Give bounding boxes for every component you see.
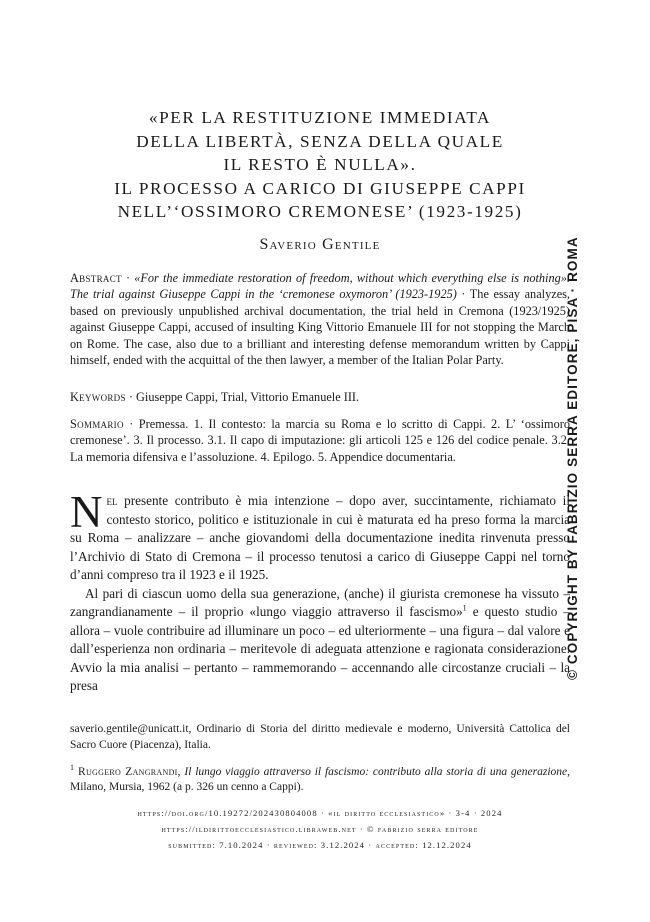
- copyright-notice: [565, 236, 585, 690]
- author-name: Saverio Gentile: [259, 236, 381, 253]
- summary-label: Sommario: [70, 417, 124, 431]
- keywords-label: Keywords: [70, 390, 126, 404]
- article-body: [70, 487, 571, 696]
- footnote-text: , Milano, Mursia, 1962 (a p. 326 un cenno a Cappi).: [70, 765, 570, 794]
- footnote-title: Il lungo viaggio attraverso il fascismo: contributo alla storia di una generazione: [184, 765, 568, 778]
- title-line: NELL’‘OSSIMORO CREMONESE’ (1923-1925): [117, 202, 523, 221]
- summary-text: · Premessa. 1. Il contesto: la marcia su Roma e lo scritto di Cappi. 2. L’ ‘ossimoro cremonese’. 3. Il processo. 3.1. Il capo di imputazione: gli articoli 125 e 126 del codice penale. 3.2. La memoria difensiva e l’assoluzione. 4. Epilogo. 5. Appendice documentaria.: [70, 417, 570, 464]
- title-line: DELLA LIBERTÀ, SENZA DELLA QUALE: [136, 131, 504, 151]
- footnote-separator: ,: [177, 765, 185, 778]
- keywords-text: · Giuseppe Cappi, Trial, Vittorio Emanuele III.: [125, 390, 360, 404]
- paragraph-text: presente contributo è mia intenzione – dopo aver, succintamente, richiamato il contesto storico, politico e istituzionale in cui è maturata ed ha preso forma la marcia su Roma – analizzare – anche giovandomi della documentazione inedita rinvenuta presso l’Archivio di Stato di Cremona – il processo tenutosi a carico di Giuseppe Cappi nel torno d’anni compreso tra il 1923 e il 1925.: [70, 493, 570, 582]
- abstract-separator: ·: [121, 271, 135, 285]
- abstract-text: · The essay analyzes, based on previously unpublished archival documentation, the trial held in Cremona (1923/1925) against Giuseppe Cappi, accused of insulting King Vittorio Emanuele III for not stopping the March on Rome. The case, also due to a brilliant and interesting defense memorandum written by Cappi himself, ended with the acquittal of the then lawyer, a member of the Italian Polar Party.: [70, 287, 571, 368]
- abstract: [70, 270, 570, 368]
- dates-line: submitted: 7.10.2024 · reviewed: 3.12.2024 · accepted: 12.12.2024: [168, 840, 472, 850]
- doi-line: https://doi.org/10.19272/202430804008 · «il diritto ecclesiastico» · 3-4 · 2024: [137, 808, 503, 818]
- title-line: «PER LA RESTITUZIONE IMMEDIATA: [148, 108, 492, 127]
- paragraph-text: Al pari di ciascun uomo della sua generazione, (anche) il giurista cremonese ha vissuto – zangrandianamente – il proprio «lungo viaggio attraverso il fascismo»: [70, 585, 570, 619]
- first-word-rest: el: [106, 493, 118, 508]
- author-affiliation: saverio.gentile@unicatt.it, Ordinario di Storia del diritto medievale e moderno, Università Cattolica del Sacro Cuore (Piacenza), Italia.: [70, 723, 570, 751]
- drop-cap: N: [70, 487, 103, 537]
- article-title: [70, 106, 570, 224]
- footnote-number: 1: [70, 763, 74, 772]
- copyright-text: © COPYRIGHT BY FABRIZIO SERRA EDITORE, PISA · ROMA: [565, 236, 580, 680]
- title-line: IL PROCESSO A CARICO DI GIUSEPPE CAPPI: [114, 178, 526, 198]
- footnote-author: Ruggero Zangrandi: [78, 765, 178, 778]
- abstract-label: Abstract: [70, 271, 122, 285]
- summary: [70, 416, 570, 465]
- keywords: [70, 389, 570, 405]
- abstract-english-title: «For the immediate restoration of freedom, without which everything else is nothing». The trial against Giuseppe Cappi in the ‘cremonese oxymoron’ (1923-1925): [70, 271, 570, 302]
- footnote-ref: 1: [462, 603, 467, 613]
- footnote: [70, 760, 570, 796]
- paragraph: [70, 487, 570, 585]
- paragraph: [70, 585, 570, 696]
- website-line: https://ildirittoecclesiastico.libraweb.net · © fabrizio serra editore: [161, 824, 479, 834]
- paragraph-text: e questo studio – allora – vuole contribuire ad illuminare un poco – ed ulteriormente – una figura – dal valore e dall’esperienza non ordinaria – meritevole di adeguata attenzione e ragionata considerazione. Avvio la mia analisi – pertanto – rammemorando – accennando alle circostanze cruciali – la presa: [70, 604, 571, 693]
- title-line: IL RESTO È NULLA».: [223, 155, 417, 174]
